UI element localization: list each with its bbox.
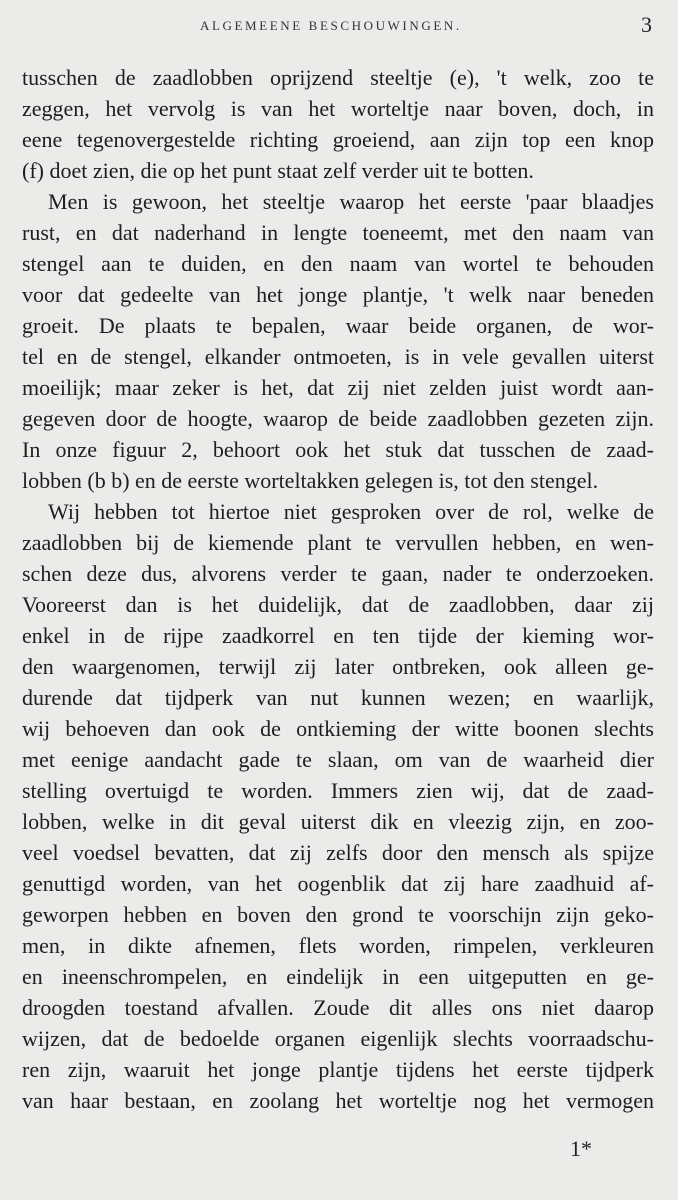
text-line: In onze figuur 2, behoort ook het stuk dat tusschen de zaad- — [22, 437, 654, 462]
text-line: Wij hebben tot hiertoe niet gesproken over de rol, welke de — [48, 499, 654, 524]
text-line: enkel in de rijpe zaadkorrel en ten tijde der kieming wor- — [22, 623, 654, 648]
signature-mark: 1* — [570, 1136, 592, 1161]
text-line: voor dat gedeelte van het jonge plantje, 't welk naar beneden — [22, 282, 654, 307]
text-line: genuttigd worden, van het oogenblik dat zij hare zaadhuid af- — [22, 871, 654, 896]
text-line: moeilijk; maar zeker is het, dat zij niet zelden juist wordt aan- — [22, 375, 654, 400]
text-line: geworpen hebben en boven den grond te voorschijn zijn geko- — [22, 902, 654, 927]
text-line: tel en de stengel, elkander ontmoeten, is in vele gevallen uiterst — [22, 344, 654, 369]
text-line: Men is gewoon, het steeltje waarop het eerste 'paar blaadjes — [48, 189, 654, 214]
page-number: 3 — [641, 12, 652, 37]
text-line: men, in dikte afnemen, flets worden, rimpelen, verkleuren — [22, 933, 654, 958]
body-text — [22, 62, 654, 1116]
text-line: durende dat tijdperk van nut kunnen wezen; en waarlijk, — [22, 685, 654, 710]
text-line: ren zijn, waaruit het jonge plantje tijdens het eerste tijdperk — [22, 1057, 654, 1082]
text-line: stengel aan te duiden, en den naam van wortel te behouden — [22, 251, 654, 276]
text-line: eene tegenovergestelde richting groeiend, aan zijn top een knop — [22, 127, 654, 152]
text-line: groeit. De plaats te bepalen, waar beide organen, de wor- — [22, 313, 654, 338]
text-line: lobben (b b) en de eerste worteltakken gelegen is, tot den stengel. — [22, 468, 599, 493]
text-line: zaadlobben bij de kiemende plant te vervullen hebben, en wen- — [22, 530, 654, 555]
text-line: Vooreerst dan is het duidelijk, dat de zaadlobben, daar zij — [22, 592, 654, 617]
text-line: tusschen de zaadlobben oprijzend steeltje (e), 't welk, zoo te — [22, 65, 654, 90]
text-line: en ineenschrompelen, en eindelijk in een uitgeputten en ge- — [22, 964, 654, 989]
text-line: schen deze dus, alvorens verder te gaan, nader te onderzoeken. — [22, 561, 654, 586]
text-line: den waargenomen, terwijl zij later ontbreken, ook alleen ge- — [22, 654, 654, 679]
text-line: gegeven door de hoogte, waarop de beide zaadlobben gezeten zijn. — [22, 406, 654, 431]
text-line: veel voedsel bevatten, dat zij zelfs door den mensch als spijze — [22, 840, 654, 865]
text-line: stelling overtuigd te worden. Immers zien wij, dat de zaad- — [22, 778, 654, 803]
text-line: rust, en dat naderhand in lengte toeneemt, met den naam van — [22, 220, 654, 245]
text-line: wijzen, dat de bedoelde organen eigenlijk slechts voorraadschu- — [22, 1026, 654, 1051]
text-line: (f) doet zien, die op het punt staat zelf verder uit te botten. — [22, 158, 534, 183]
text-line: zeggen, het vervolg is van het worteltje naar boven, doch, in — [22, 96, 654, 121]
text-line: droogden toestand afvallen. Zoude dit alles ons niet daarop — [22, 995, 654, 1020]
running-title: ALGEMEENE BESCHOUWINGEN. — [200, 18, 462, 33]
text-line: van haar bestaan, en zoolang het worteltje nog het vermogen — [22, 1088, 654, 1113]
text-line: lobben, welke in dit geval uiterst dik en vleezig zijn, en zoo- — [22, 809, 654, 834]
text-line: met eenige aandacht gade te slaan, om van de waarheid dier — [22, 747, 654, 772]
text-line: wij behoeven dan ook de ontkieming der witte boonen slechts — [22, 716, 654, 741]
